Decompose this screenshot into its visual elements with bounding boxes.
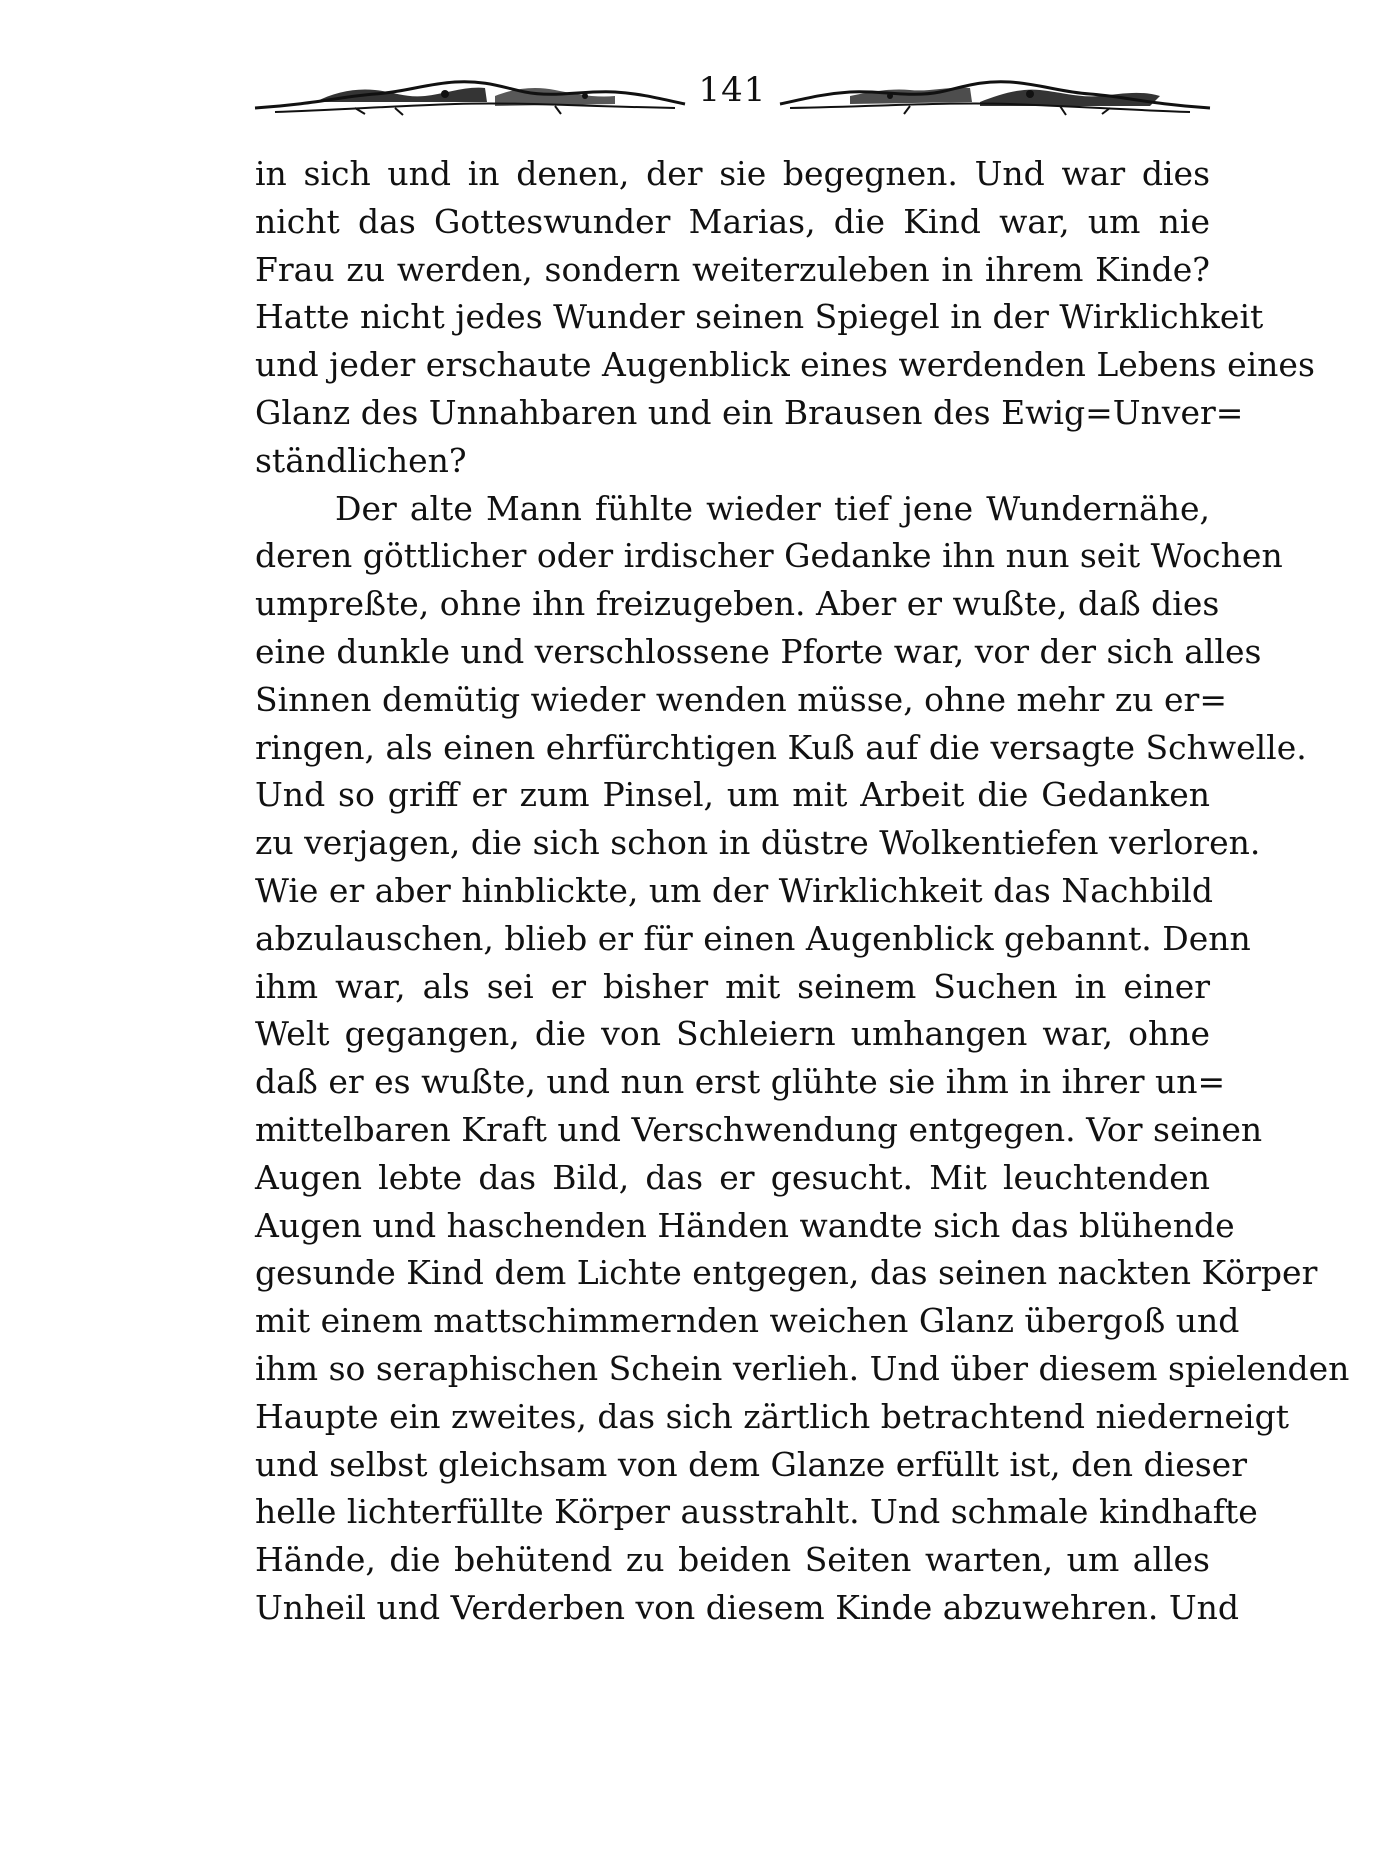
landscape-vignette-icon [780,74,1210,118]
text-line: deren göttlicher oder irdischer Gedanke ihn nun seit Wochen [255,536,1283,576]
text-line: und jeder erschaute Augenblick eines werdenden Lebens eines [255,345,1315,385]
text-line: umpreßte, ohne ihn freizugeben. Aber er wußte, daß dies [255,584,1220,624]
text-line: Augen lebte das Bild, das er gesucht. Mit leuchtenden [255,1157,1210,1197]
text-line: daß er es wußte, und nun erst glühte sie ihm in ihrer un= [255,1062,1226,1102]
text-line: in sich und in denen, der sie begegnen. Und war dies [255,154,1210,193]
text-line: Unheil und Verderben von diesem Kinde abzuwehren. Und [255,1587,1240,1627]
text-line: Sinnen demütig wieder wenden müsse, ohne mehr zu er= [255,679,1227,719]
text-line: Haupte ein zweites, das sich zärtlich betrachtend niederneigt [255,1396,1289,1436]
text-line: ihm war, als sei er bisher mit seinem Suchen in einer [255,966,1210,1006]
text-line: mittelbaren Kraft und Verschwendung entgegen. Vor seinen [255,1109,1263,1149]
text-line: zu verjagen, die sich schon in düstre Wolkentiefen verloren. [255,823,1261,863]
text-line: Frau zu werden, sondern weiterzuleben in ihrem Kinde? [255,249,1210,289]
text-line: helle lichterfüllte Körper ausstrahlt. Und schmale kindhafte [255,1492,1258,1532]
page-header [255,62,1210,132]
text-line: mit einem mattschimmernden weichen Glanz übergoß und [255,1301,1240,1341]
text-line: Der alte Mann fühlte wieder tief jene Wundernähe, [335,488,1210,528]
text-line: Hände, die behütend zu beiden Seiten warten, um alles [255,1540,1210,1580]
text-line: und selbst gleichsam von dem Glanze erfüllt ist, den dieser [255,1444,1247,1484]
text-line: Welt gegangen, die von Schleiern umhangen war, ohne [255,1014,1210,1054]
text-line: gesunde Kind dem Lichte entgegen, das seinen nackten Körper [255,1253,1318,1293]
text-line: ihm so seraphischen Schein verlieh. Und über diesem spielenden [255,1348,1350,1388]
text-line: Glanz des Unnahbaren und ein Brausen des Ewig=Unver= [255,392,1244,432]
text-line: eine dunkle und verschlossene Pforte war, vor der sich alles [255,631,1262,671]
body-text [255,150,1350,1632]
text-line: Und so griff er zum Pinsel, um mit Arbeit die Gedanken [255,775,1210,815]
page-number: 141 [698,70,767,110]
text-line: Augen und haschenden Händen wandte sich das blühende [255,1205,1235,1245]
text-line: abzulauschen, blieb er für einen Augenblick gebannt. Denn [255,918,1251,958]
text-line: nicht das Gotteswunder Marias, die Kind war, um nie [255,201,1210,241]
text-line: Hatte nicht jedes Wunder seinen Spiegel in der Wirklichkeit [255,297,1264,337]
text-line: Wie er aber hinblickte, um der Wirklichkeit das Nachbild [255,870,1213,910]
text-line: ständlichen? [255,440,467,480]
text-line: ringen, als einen ehrfürchtigen Kuß auf die versagte Schwelle. [255,727,1307,767]
